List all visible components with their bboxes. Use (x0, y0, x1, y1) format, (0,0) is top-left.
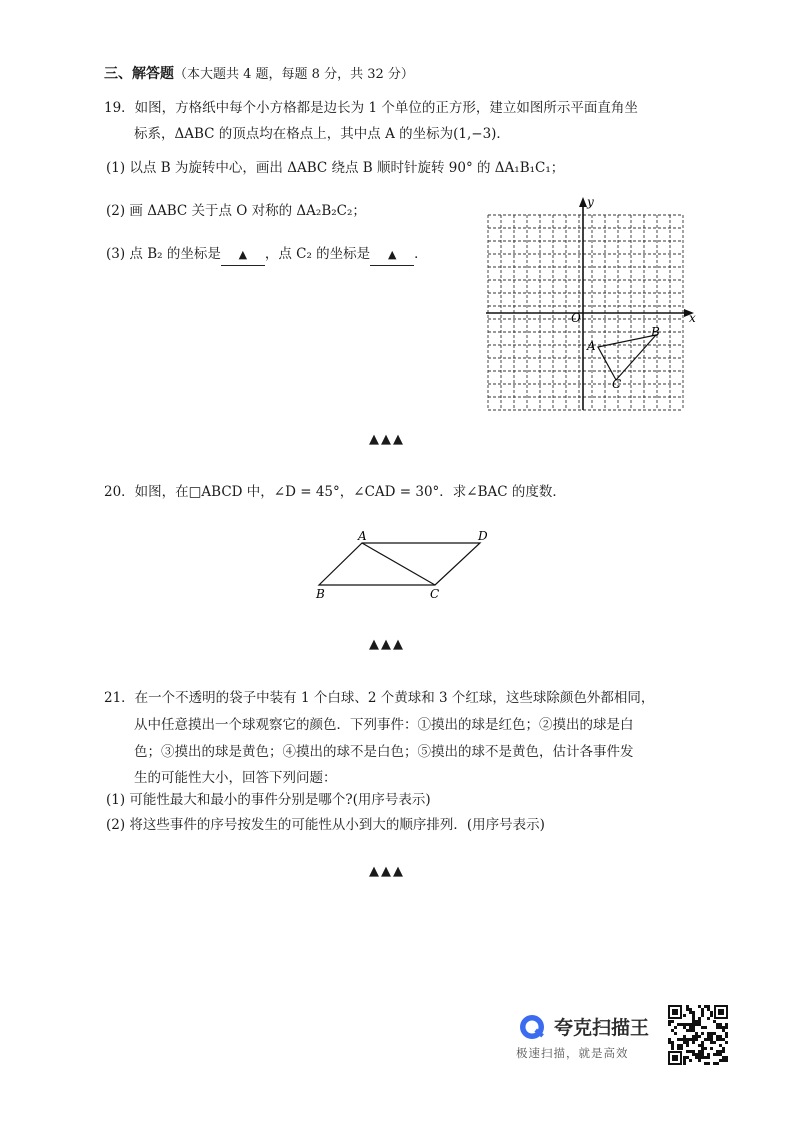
qr-module (716, 1053, 719, 1056)
qr-module (698, 1044, 701, 1047)
q20-text: 20．如图，在□ABCD 中，∠D = 45°，∠CAD = 30°．求∠BAC 的度数． (104, 484, 566, 500)
answer-blank-b2: ▲ (221, 245, 265, 266)
qr-module (689, 1023, 692, 1026)
qr-module (692, 1020, 695, 1023)
q19-part1: (1) 以点 B 为旋转中心，画出 ΔABC 绕点 B 顺时针旋转 90° 的 ΔA₁B₁C₁； (106, 160, 565, 176)
qr-module (710, 1032, 713, 1035)
qr-module (707, 1062, 710, 1065)
qr-module (719, 1038, 722, 1041)
q21-line1: 21．在一个不透明的袋子中装有 1 个白球、2 个黄球和 3 个红球，这些球除颜色外都相同， (104, 690, 655, 706)
qr-module (719, 1023, 722, 1026)
qr-module (689, 1026, 692, 1029)
q21-line3: 色；③摸出的球是黄色；④摸出的球不是白色；⑤摸出的球不是黄色，估计各事件发 (134, 744, 634, 760)
qr-module (671, 1044, 674, 1047)
qr-module (683, 1038, 686, 1041)
qr-module (689, 1008, 692, 1011)
qr-module (719, 1035, 722, 1038)
scanner-subtitle: 极速扫描，就是高效 (516, 1046, 629, 1060)
qr-module (686, 1038, 689, 1041)
qr-module (692, 1035, 695, 1038)
qr-module (701, 1053, 704, 1056)
vertex-b-label: B (316, 587, 325, 601)
qr-module (713, 1053, 716, 1056)
qr-module (701, 1050, 704, 1053)
qr-module (698, 1059, 701, 1062)
q21-line2: 从中任意摸出一个球观察它的颜色．下列事件：①摸出的球是红色；②摸出的球是白 (134, 717, 634, 733)
y-axis-label: y (587, 195, 594, 209)
x-axis-label: x (689, 311, 696, 325)
qr-module (716, 1050, 719, 1053)
qr-module (698, 1023, 701, 1026)
qr-module (707, 1017, 710, 1020)
point-b-label: B (651, 325, 660, 339)
qr-module (710, 1041, 713, 1044)
qr-module (722, 1059, 725, 1062)
qr-module (698, 1053, 701, 1056)
qr-module (677, 1038, 680, 1041)
qr-module (698, 1050, 701, 1053)
qr-module (713, 1041, 716, 1044)
qr-module (677, 1047, 680, 1050)
qr-module (704, 1038, 707, 1041)
origin-label: O (571, 311, 581, 325)
y-axis-arrow (579, 197, 587, 207)
qr-module (677, 1044, 680, 1047)
qr-module (701, 1014, 704, 1017)
qr-module (689, 1029, 692, 1032)
q19-intro-line1: 19．如图，方格纸中每个小方格都是边长为 1 个单位的正方形，建立如图所示平面直角坐 (104, 100, 638, 116)
qr-module (722, 1026, 725, 1029)
qr-module (725, 1059, 728, 1062)
q19-part2: (2) 画 ΔABC 关于点 O 对称的 ΔA₂B₂C₂； (106, 203, 366, 219)
qr-module (707, 1005, 710, 1008)
qr-module (719, 1059, 722, 1062)
qr-module (692, 1026, 695, 1029)
qr-module (713, 1032, 716, 1035)
qr-module (701, 1056, 704, 1059)
qr-module (692, 1038, 695, 1041)
qr-module (680, 1047, 683, 1050)
qr-module (722, 1056, 725, 1059)
qr-module (716, 1023, 719, 1026)
scanner-logo-icon (516, 1013, 548, 1041)
qr-module (671, 1020, 674, 1023)
q20-parallelogram (312, 526, 502, 606)
qr-module (701, 1047, 704, 1050)
section-note: （本大题共 4 题，每题 8 分，共 32 分） (174, 67, 414, 82)
point-a-label: A (587, 339, 596, 353)
qr-module (716, 1062, 719, 1065)
qr-module (719, 1053, 722, 1056)
qr-module (686, 1005, 689, 1008)
q19-part3-label-c2: ，点 C₂ 的坐标是 (264, 246, 371, 262)
qr-module (698, 1020, 701, 1023)
qr-module (718, 1009, 724, 1015)
q20-answer-marks: ▲▲▲ (369, 637, 405, 652)
qr-module (707, 1056, 710, 1059)
qr-module (704, 1047, 707, 1050)
qr-module (680, 1023, 683, 1026)
qr-module (707, 1038, 710, 1041)
qr-module (698, 1005, 701, 1008)
q19-part3 (106, 244, 428, 266)
q19-part3-end: ． (414, 246, 428, 262)
qr-module (707, 1035, 710, 1038)
qr-module (719, 1026, 722, 1029)
qr-module (683, 1041, 686, 1044)
vertex-d-label: D (478, 529, 488, 543)
qr-module (704, 1005, 707, 1008)
qr-module (701, 1041, 704, 1044)
qr-module (668, 1023, 671, 1026)
qr-module (716, 1038, 719, 1041)
qr-module (725, 1023, 728, 1026)
qr-module (710, 1035, 713, 1038)
triangle-abc (598, 335, 656, 380)
qr-module (668, 1038, 671, 1041)
diagonal-ac (362, 543, 435, 585)
qr-module (704, 1062, 707, 1065)
qr-module (716, 1026, 719, 1029)
qr-module (692, 1029, 695, 1032)
qr-module (686, 1041, 689, 1044)
qr-module (692, 1017, 695, 1020)
qr-module (671, 1029, 674, 1032)
qr-module (722, 1029, 725, 1032)
qr-module (695, 1032, 698, 1035)
qr-module (713, 1020, 716, 1023)
q19-part3-label-b2: (3) 点 B₂ 的坐标是 (106, 246, 221, 262)
qr-module (692, 1014, 695, 1017)
qr-module (704, 1056, 707, 1059)
qr-module (725, 1032, 728, 1035)
qr-module (692, 1053, 695, 1056)
qr-module (710, 1011, 713, 1014)
qr-module (695, 1023, 698, 1026)
qr-module (695, 1053, 698, 1056)
qr-module (698, 1035, 701, 1038)
qr-module (722, 1047, 725, 1050)
qr-module (671, 1041, 674, 1044)
qr-module (674, 1026, 677, 1029)
qr-module (695, 1038, 698, 1041)
qr-module (704, 1026, 707, 1029)
q21-part1: (1) 可能性最大和最小的事件分别是哪个?(用序号表示) (106, 792, 431, 808)
qr-module (672, 1009, 678, 1015)
qr-module (689, 1059, 692, 1062)
qr-module (668, 1020, 671, 1023)
qr-module (680, 1044, 683, 1047)
qr-module (725, 1035, 728, 1038)
q21-line4: 生的可能性大小，回答下列问题： (134, 770, 337, 786)
qr-code-icon (667, 1004, 729, 1066)
qr-module (692, 1041, 695, 1044)
qr-module (725, 1056, 728, 1059)
qr-module (680, 1038, 683, 1041)
qr-module (686, 1023, 689, 1026)
qr-module (710, 1038, 713, 1041)
qr-module (701, 1032, 704, 1035)
answer-blank-c2: ▲ (370, 245, 414, 266)
vertex-a-label: A (358, 529, 367, 543)
scanner-watermark (514, 1011, 664, 1071)
qr-module (722, 1038, 725, 1041)
section-header (104, 64, 414, 85)
qr-module (686, 1008, 689, 1011)
qr-module (719, 1044, 722, 1047)
qr-module (716, 1035, 719, 1038)
qr-module (710, 1014, 713, 1017)
qr-module (686, 1044, 689, 1047)
q19-answer-marks: ▲▲▲ (369, 432, 405, 447)
qr-module (677, 1023, 680, 1026)
qr-module (701, 1011, 704, 1014)
qr-module (683, 1023, 686, 1026)
qr-module (698, 1017, 701, 1020)
qr-module (683, 1056, 686, 1059)
qr-module (683, 1062, 686, 1065)
qr-module (686, 1050, 689, 1053)
scanner-title: 夸克扫描王 (554, 1017, 650, 1039)
qr-module (671, 1047, 674, 1050)
qr-module (672, 1055, 678, 1061)
qr-module (698, 1056, 701, 1059)
qr-module (668, 1041, 671, 1044)
qr-module (722, 1050, 725, 1053)
qr-module (710, 1047, 713, 1050)
qr-module (707, 1008, 710, 1011)
qr-module (695, 1056, 698, 1059)
qr-module (692, 1011, 695, 1014)
qr-module (686, 1029, 689, 1032)
qr-module (707, 1032, 710, 1035)
point-c-label: C (612, 377, 622, 391)
qr-module (689, 1038, 692, 1041)
qr-module (695, 1020, 698, 1023)
q21-answer-marks: ▲▲▲ (369, 864, 405, 879)
qr-module (701, 1026, 704, 1029)
q19-coordinate-grid (480, 192, 700, 412)
qr-module (725, 1041, 728, 1044)
vertex-c-label: C (430, 587, 440, 601)
q19-intro-line2: 标系，ΔABC 的顶点均在格点上，其中点 A 的坐标为(1,−3)． (134, 126, 510, 142)
qr-module (689, 1050, 692, 1053)
qr-module (695, 1035, 698, 1038)
qr-module (674, 1032, 677, 1035)
qr-module (701, 1044, 704, 1047)
section-title: 三、解答题 (104, 66, 174, 82)
qr-module (713, 1062, 716, 1065)
qr-module (707, 1053, 710, 1056)
qr-module (692, 1050, 695, 1053)
qr-module (683, 1026, 686, 1029)
qr-module (683, 1059, 686, 1062)
qr-module (719, 1050, 722, 1053)
qr-module (692, 1023, 695, 1026)
qr-module (689, 1011, 692, 1014)
qr-module (701, 1008, 704, 1011)
q21-part2: (2) 将这些事件的序号按发生的可能性从小到大的顺序排列．(用序号表示) (106, 817, 545, 833)
qr-module (686, 1056, 689, 1059)
qr-module (725, 1026, 728, 1029)
qr-module (683, 1014, 686, 1017)
qr-module (683, 1035, 686, 1038)
